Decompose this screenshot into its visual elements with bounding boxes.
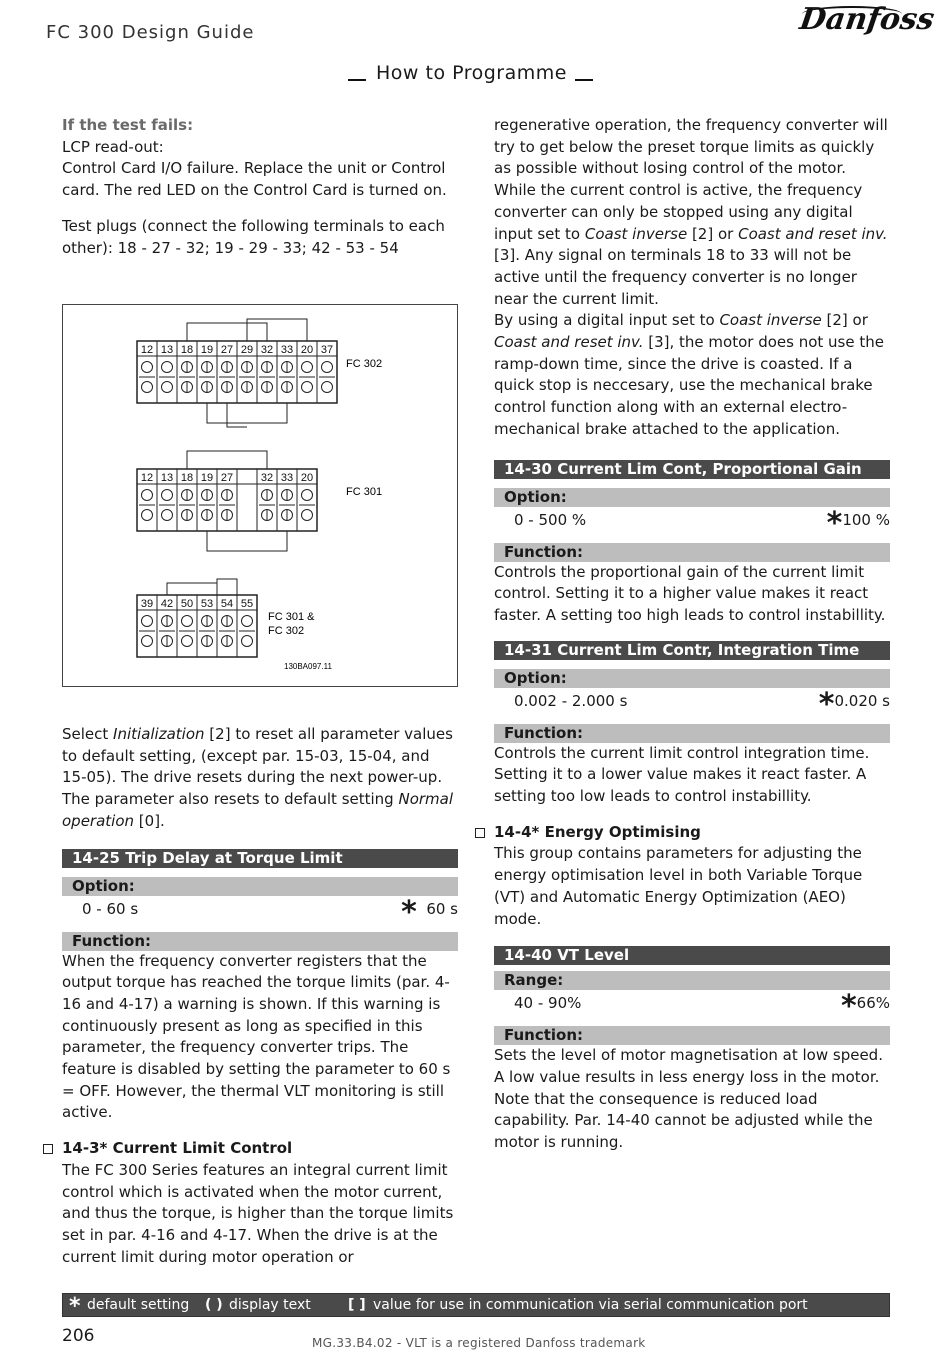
jumper-wire (217, 579, 237, 595)
fc301-label: FC 301 (346, 486, 383, 498)
analog-block-terminal-label: 39 (140, 598, 154, 610)
fc302-block-terminal-label: 13 (160, 344, 174, 356)
param-1425-option-row (62, 894, 458, 930)
fail-line-1: LCP read-out: (62, 137, 164, 156)
fc302-block-screw-icon (322, 362, 333, 373)
fc302-block-screw-icon (142, 362, 153, 373)
jumper-wire (207, 531, 287, 551)
group-144-title-text: 14-4* Energy Optimising (494, 822, 701, 841)
document-title: FC 300 Design Guide (46, 22, 255, 43)
fc302-block-screw-icon (162, 362, 173, 373)
group-143-title-text: 14-3* Current Limit Control (62, 1139, 293, 1158)
fc302-block-terminal-label: 29 (240, 344, 254, 356)
analog-block-screw-icon (242, 616, 253, 627)
analog-block-terminal-label: 54 (220, 598, 234, 610)
fc302-block-terminal-label: 20 (300, 344, 314, 356)
fc302-block-terminal-label: 37 (320, 344, 334, 356)
fc302-block-terminal-label: 19 (200, 344, 214, 356)
cont-em-1: Coast inverse (584, 224, 688, 243)
left-body (62, 724, 458, 1268)
param-1440-title: 14-40 VT Level (494, 946, 890, 965)
test-fail-section (62, 115, 458, 259)
fc301-block-terminal-label: 33 (280, 472, 294, 484)
param-1440-default (840, 989, 890, 1025)
fc301-block-terminal-label: 19 (200, 472, 214, 484)
analog-block-screw-icon (142, 616, 153, 627)
param-1431-option-label: Option: (494, 669, 890, 688)
checkbox-icon (43, 1144, 53, 1154)
param-1425-function-label: Function: (62, 932, 458, 951)
fc302-block-terminal-label: 33 (280, 344, 294, 356)
legend-bracket-symbol: [ ] (348, 1297, 366, 1313)
fail-heading: If the test fails: (62, 116, 194, 134)
param-1430-function-label: Function: (494, 543, 890, 562)
cont2-text-3: [3], the motor does not use the ramp-down time, since the drive is coasted. If a quick stop is neccesary, use the mechanical brake control function along with an external electro-mechanical brake attached to the application. (494, 333, 884, 438)
param-1425-title: 14-25 Trip Delay at Torque Limit (62, 849, 458, 868)
param-1430-default-value: 100 % (842, 510, 890, 529)
legend-default-text: default setting (87, 1297, 190, 1313)
param-1440-function-text: Sets the level of motor magnetisation at low speed. A low value results in less energy loss in the motor. Note that the consequence is reduced load capability. Par. 14-40 cannot be adjusted while the motor is running. (494, 1046, 883, 1152)
analog-block-terminal-label: 55 (240, 598, 254, 610)
cont2-text-2: [2] or (821, 311, 868, 330)
param-1431-default (818, 686, 890, 722)
page-number: 206 (62, 1326, 95, 1346)
test-plugs-text: Test plugs (connect the following terminals to each other): 18 - 27 - 32; 19 - 29 - 33; 42 - 53 - 54 (62, 216, 445, 257)
fc302-label: FC 302 (346, 358, 383, 370)
param-1431-title: 14-31 Current Lim Contr, Integration Time (494, 641, 890, 660)
fc301-block-terminal-label: 13 (160, 472, 174, 484)
fc302-block-terminal-label: 27 (220, 344, 234, 356)
init-post: [0]. (134, 811, 165, 830)
default-star-icon: * (401, 894, 417, 930)
section-heading (340, 62, 603, 84)
default-star-icon: * (826, 505, 843, 541)
param-1425-option-label: Option: (62, 877, 458, 896)
continuation-paragraph (494, 115, 890, 310)
analog-block-screw-icon (142, 636, 153, 647)
param-1440-function-label: Function: (494, 1026, 890, 1045)
section-heading-text: How to Programme (376, 62, 567, 84)
fc301-block-screw-icon (302, 510, 313, 521)
cont2-em-1: Coast inverse (719, 311, 822, 330)
jumper-wire (187, 323, 267, 341)
cont-text-2: [2] or (687, 224, 739, 243)
default-star-icon: * (840, 989, 857, 1025)
footer-trademark: MG.33.B4.02 - VLT is a registered Danfoss trademark (312, 1336, 646, 1350)
cont-text-1: regenerative operation, the frequency converter will try to get below the preset torque limits as quickly as possible without losing control of the motor. While the current control is active, the frequency converter can only be stopped using any digital input set to (494, 116, 888, 243)
fc302-block-screw-icon (302, 382, 313, 393)
fc302-block-terminal-label: 12 (140, 344, 154, 356)
param-1430-function-text: Controls the proportional gain of the current limit control. Setting it to a higher value makes it react faster. A setting too high leads to control instabillity. (494, 562, 886, 624)
analog-block-screw-icon (182, 616, 193, 627)
cont-em-2: Coast and reset inv. (738, 224, 888, 243)
param-1430-option-label: Option: (494, 488, 890, 507)
param-1440-range: 40 - 90% (514, 994, 582, 1013)
param-1430-range: 0 - 500 % (514, 510, 587, 529)
fc302-block-screw-icon (302, 362, 313, 373)
param-1440-range-row (494, 989, 890, 1025)
param-1431-default-value: 0.020 s (834, 691, 890, 710)
fc301-block-screw-icon (302, 490, 313, 501)
danfoss-logo: Danfoss (797, 2, 937, 37)
init-paragraph (62, 724, 458, 833)
jumper-wire (187, 451, 267, 469)
param-1431-function-label: Function: (494, 724, 890, 743)
jumper-wire (167, 583, 217, 595)
param-1425-default (401, 894, 458, 930)
wiring-diagram (62, 304, 458, 687)
fc301-block-terminal-label: 32 (260, 472, 274, 484)
jumper-wire (207, 403, 287, 423)
analog-block-terminal-label: 42 (160, 598, 174, 610)
fc302-block-screw-icon (142, 382, 153, 393)
fc302-block-screw-icon (162, 382, 173, 393)
cont2-text-1: By using a digital input set to (494, 311, 720, 330)
fail-line-2: Control Card I/O failure. Replace the unit or Control card. The red LED on the Control Card is turned on. (62, 159, 447, 200)
fc301-block-screw-icon (142, 510, 153, 521)
param-1440-range-label: Range: (494, 971, 890, 990)
analog-label-2: FC 302 (268, 625, 305, 637)
diagram-code: 130BA097.11 (284, 662, 332, 671)
legend-bracket-text: value for use in communication via serial communication port (373, 1297, 808, 1313)
param-1425-range: 0 - 60 s (82, 899, 139, 918)
fc302-block-screw-icon (322, 382, 333, 393)
fc301-block-terminal-label: 27 (220, 472, 234, 484)
param-1430-default (826, 505, 890, 541)
default-star-icon: * (818, 686, 835, 722)
fc301-block-terminal-label: 20 (300, 472, 314, 484)
fc301-block-screw-icon (162, 510, 173, 521)
analog-block-terminal-label: 53 (200, 598, 214, 610)
jumper-wire (247, 319, 307, 341)
analog-label-1: FC 301 & (268, 611, 315, 623)
group-144-title (494, 822, 890, 844)
group-143-text: The FC 300 Series features an integral current limit control which is activated when the motor current, and thus the torque, is higher than the torque limits set in par. 4-16 and 4-17. When the drive is at the current limit during motor operation or (62, 1160, 454, 1266)
fc301-block-screw-icon (162, 490, 173, 501)
coast-paragraph (494, 310, 890, 440)
init-pre: Select (62, 725, 114, 743)
legend-paren-text: display text (229, 1297, 311, 1313)
fc301-block-screw-icon (142, 490, 153, 501)
cont-text-3: [3]. Any signal on terminals 18 to 33 will not be active until the frequency converter is no longer near the current limit. (494, 246, 857, 308)
fc302-block-terminal-label: 32 (260, 344, 274, 356)
fc302-block-terminal-label: 18 (180, 344, 194, 356)
legend-bar (62, 1293, 890, 1317)
init-mid: [2] to reset all parameter values to default setting, (except par. 15-03, 15-04, and 15-05). The drive resets during the next power-up. The parameter also resets to default setting (62, 725, 453, 809)
group-143-title (62, 1138, 458, 1160)
analog-block-terminal-label: 50 (180, 598, 194, 610)
legend-star-icon: * (69, 1294, 81, 1319)
init-em-normal-operation: Normal operation (62, 790, 454, 830)
wiring-diagram-svg (63, 305, 457, 686)
checkbox-icon (475, 828, 485, 838)
fc301-block-terminal-label: 12 (140, 472, 154, 484)
fc301-block-terminal-label: 18 (180, 472, 194, 484)
param-1431-function-text: Controls the current limit control integration time. Setting it to a lower value makes it react faster. A setting too low leads to control instabillity. (494, 743, 870, 806)
init-em-initialization: Initialization (113, 725, 205, 743)
param-1425-function-text: When the frequency converter registers that the output torque has reached the torque limits (par. 4-16 and 4-17) a warning is shown. If this warning is continuously present as long as specified in this parameter, the frequency converter trips. The feature is disabled by setting the parameter to 60 s = OFF. However, the thermal VLT monitoring is still active. (62, 951, 451, 1122)
legend-paren-symbol: ( ) (205, 1297, 223, 1313)
param-1425-default-value: 60 s (426, 899, 458, 918)
cont2-em-2: Coast and reset inv. (494, 333, 644, 352)
param-1440-default-value: 66% (856, 994, 890, 1013)
param-1430-option-row (494, 505, 890, 541)
param-1431-option-row (494, 686, 890, 722)
param-1431-range: 0.002 - 2.000 s (514, 691, 628, 710)
analog-block-screw-icon (182, 636, 193, 647)
analog-block-screw-icon (242, 636, 253, 647)
group-144-text: This group contains parameters for adjusting the energy optimisation level in both Variable Torque (VT) and Automatic Energy Optimization (AEO) mode. (494, 844, 863, 928)
param-1430-title: 14-30 Current Lim Cont, Proportional Gain (494, 460, 890, 479)
right-body (494, 115, 890, 1154)
